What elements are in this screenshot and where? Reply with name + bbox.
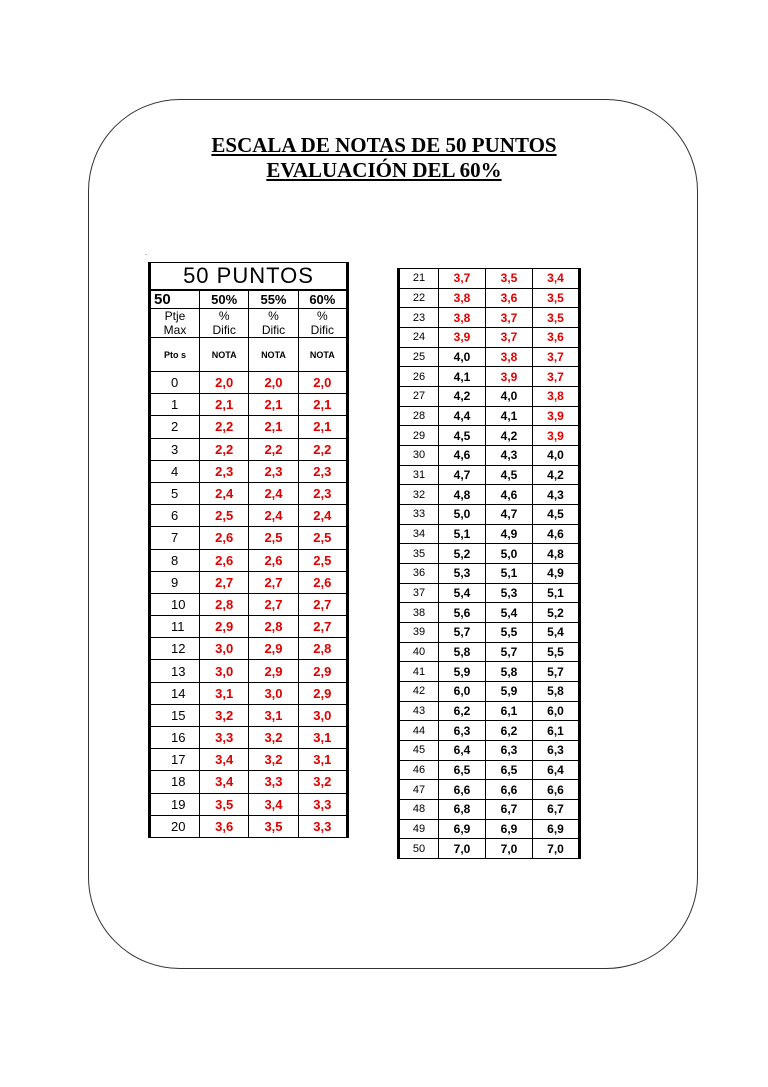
table-row (399, 328, 580, 348)
points-cell: 16 (150, 727, 200, 749)
grade-cell: 6,3 (533, 741, 580, 761)
grade-cell: 2,3 (298, 482, 347, 504)
table-row (399, 839, 580, 859)
table-row (399, 269, 580, 289)
grade-cell: 3,5 (486, 269, 533, 289)
grade-cell: 3,6 (200, 815, 249, 837)
points-cell: 33 (399, 505, 439, 525)
difficulty-60: 60% (298, 290, 347, 309)
table-row (399, 780, 580, 800)
grade-cell: 6,5 (439, 760, 486, 780)
grade-cell: 3,2 (298, 771, 347, 793)
table-row (150, 771, 348, 793)
table-row (150, 460, 348, 482)
grade-cell: 3,4 (200, 749, 249, 771)
grade-cell: 2,3 (249, 460, 298, 482)
grade-cell: 3,0 (200, 660, 249, 682)
table-row (150, 505, 348, 527)
grade-cell: 5,2 (439, 544, 486, 564)
grade-cell: 4,1 (486, 406, 533, 426)
points-cell: 44 (399, 721, 439, 741)
grade-cell: 5,7 (439, 623, 486, 643)
grade-cell: 4,9 (533, 564, 580, 584)
table-row (399, 308, 580, 328)
grade-cell: 4,4 (439, 406, 486, 426)
points-cell: 25 (399, 347, 439, 367)
grade-cell: 3,0 (200, 638, 249, 660)
grade-cell: 4,6 (486, 485, 533, 505)
grade-cell: 4,0 (439, 347, 486, 367)
points-cell: 26 (399, 367, 439, 387)
grade-cell: 6,2 (486, 721, 533, 741)
grade-cell: 4,2 (439, 387, 486, 407)
grade-cell: 3,5 (533, 308, 580, 328)
grade-cell: 2,5 (298, 549, 347, 571)
pct-label: % (200, 309, 249, 324)
table-row (399, 642, 580, 662)
grade-cell: 5,7 (533, 662, 580, 682)
points-cell: 14 (150, 682, 200, 704)
points-cell: 32 (399, 485, 439, 505)
points-cell: 50 (399, 839, 439, 859)
points-cell: 31 (399, 465, 439, 485)
table-row (150, 549, 348, 571)
points-cell: 11 (150, 616, 200, 638)
grade-cell: 2,7 (249, 593, 298, 615)
grade-cell: 2,3 (298, 460, 347, 482)
grade-cell: 5,1 (439, 524, 486, 544)
table-row (399, 603, 580, 623)
grade-cell: 5,2 (533, 603, 580, 623)
grade-cell: 2,6 (249, 549, 298, 571)
grade-cell: 4,5 (439, 426, 486, 446)
table-row (399, 524, 580, 544)
table-row (150, 727, 348, 749)
nota-column-header: NOTA (249, 338, 298, 372)
table-row (150, 416, 348, 438)
dific-label: Dific (298, 323, 347, 338)
points-cell: 34 (399, 524, 439, 544)
pct-label: % (249, 309, 298, 324)
table-row (150, 660, 348, 682)
table-row (399, 741, 580, 761)
grade-cell: 6,7 (533, 800, 580, 820)
grade-cell: 5,6 (439, 603, 486, 623)
points-cell: 13 (150, 660, 200, 682)
table-row (399, 564, 580, 584)
points-cell: 30 (399, 446, 439, 466)
difficulty-50: 50% (200, 290, 249, 309)
table-row (399, 465, 580, 485)
grade-table-left (148, 262, 349, 838)
points-cell: 21 (399, 269, 439, 289)
grade-cell: 2,8 (298, 638, 347, 660)
table-row (150, 793, 348, 815)
grade-cell: 2,1 (298, 416, 347, 438)
grade-cell: 2,7 (200, 571, 249, 593)
points-cell: 28 (399, 406, 439, 426)
grade-cell: 5,9 (439, 662, 486, 682)
grade-cell: 6,0 (533, 701, 580, 721)
table-row (150, 593, 348, 615)
points-cell: 27 (399, 387, 439, 407)
points-cell: 1 (150, 394, 200, 416)
grade-cell: 4,3 (486, 446, 533, 466)
grade-cell: 2,6 (298, 571, 347, 593)
grade-cell: 3,6 (533, 328, 580, 348)
grade-cell: 3,2 (249, 749, 298, 771)
grade-cell: 2,4 (249, 505, 298, 527)
points-column-header: Pto s (150, 338, 200, 372)
nota-column-header: NOTA (298, 338, 347, 372)
grade-cell: 6,5 (486, 760, 533, 780)
table-row (399, 485, 580, 505)
grade-cell: 4,6 (439, 446, 486, 466)
points-cell: 15 (150, 704, 200, 726)
table-row (399, 721, 580, 741)
points-cell: 23 (399, 308, 439, 328)
grade-cell: 2,9 (249, 638, 298, 660)
grade-cell: 3,1 (249, 704, 298, 726)
grade-cell: 5,0 (439, 505, 486, 525)
points-cell: 8 (150, 549, 200, 571)
points-cell: 12 (150, 638, 200, 660)
grade-cell: 3,2 (249, 727, 298, 749)
grade-cell: 3,8 (533, 387, 580, 407)
grade-cell: 6,1 (533, 721, 580, 741)
grade-cell: 6,7 (486, 800, 533, 820)
grade-cell: 5,7 (486, 642, 533, 662)
grade-cell: 3,7 (486, 308, 533, 328)
grade-cell: 3,3 (298, 793, 347, 815)
grade-cell: 2,9 (298, 682, 347, 704)
grade-cell: 5,8 (486, 662, 533, 682)
grade-cell: 3,9 (533, 406, 580, 426)
table-row (399, 623, 580, 643)
points-cell: 42 (399, 682, 439, 702)
table-row (150, 438, 348, 460)
grade-cell: 2,4 (200, 482, 249, 504)
grade-cell: 4,8 (439, 485, 486, 505)
title-line-1: ESCALA DE NOTAS DE 50 PUNTOS (211, 133, 557, 157)
grade-cell: 3,7 (439, 269, 486, 289)
grade-cell: 6,8 (439, 800, 486, 820)
grade-cell: 3,6 (486, 288, 533, 308)
grade-cell: 6,6 (439, 780, 486, 800)
grade-cell: 2,0 (249, 372, 298, 394)
points-cell: 35 (399, 544, 439, 564)
table-row (399, 800, 580, 820)
document-title (0, 133, 768, 183)
grade-cell: 4,3 (533, 485, 580, 505)
grade-cell: 3,8 (486, 347, 533, 367)
grade-cell: 2,6 (200, 527, 249, 549)
table-row (399, 760, 580, 780)
grade-cell: 2,2 (200, 416, 249, 438)
table-row (150, 394, 348, 416)
grade-cell: 6,3 (439, 721, 486, 741)
table-row (150, 638, 348, 660)
points-cell: 49 (399, 819, 439, 839)
grade-cell: 6,6 (533, 780, 580, 800)
table-row (399, 288, 580, 308)
points-cell: 45 (399, 741, 439, 761)
grade-cell: 2,2 (249, 438, 298, 460)
table-row (150, 616, 348, 638)
max-label: Max (150, 323, 200, 338)
max-points: 50 (150, 290, 200, 309)
grade-cell: 2,3 (200, 460, 249, 482)
points-cell: 17 (150, 749, 200, 771)
grade-cell: 4,0 (533, 446, 580, 466)
points-cell: 4 (150, 460, 200, 482)
table-row (150, 682, 348, 704)
table-row (150, 372, 348, 394)
grade-cell: 2,8 (249, 616, 298, 638)
grade-cell: 6,0 (439, 682, 486, 702)
points-cell: 7 (150, 527, 200, 549)
table-row (150, 704, 348, 726)
grade-cell: 2,4 (249, 482, 298, 504)
grade-cell: 7,0 (533, 839, 580, 859)
grade-cell: 7,0 (486, 839, 533, 859)
grade-cell: 6,1 (486, 701, 533, 721)
points-cell: 18 (150, 771, 200, 793)
points-cell: 36 (399, 564, 439, 584)
table-row (150, 749, 348, 771)
table-row (399, 426, 580, 446)
points-cell: 38 (399, 603, 439, 623)
grade-cell: 3,9 (533, 426, 580, 446)
grade-cell: 3,1 (200, 682, 249, 704)
points-cell: 37 (399, 583, 439, 603)
points-cell: 0 (150, 372, 200, 394)
grade-cell: 5,5 (486, 623, 533, 643)
grade-cell: 3,0 (249, 682, 298, 704)
grade-cell: 4,2 (486, 426, 533, 446)
grade-cell: 6,3 (486, 741, 533, 761)
table-row (399, 701, 580, 721)
grade-cell: 3,7 (533, 347, 580, 367)
table-row (150, 527, 348, 549)
grade-cell: 3,8 (439, 308, 486, 328)
title-line-2: EVALUACIÓN DEL 60% (266, 158, 502, 182)
grade-cell: 6,2 (439, 701, 486, 721)
grade-cell: 7,0 (439, 839, 486, 859)
grade-cell: 3,1 (298, 727, 347, 749)
grade-cell: 2,7 (298, 616, 347, 638)
grade-cell: 3,8 (439, 288, 486, 308)
table-title: 50 PUNTOS (150, 263, 348, 291)
table-row (399, 544, 580, 564)
points-cell: 10 (150, 593, 200, 615)
grade-table-right (397, 268, 581, 859)
dific-label: Dific (200, 323, 249, 338)
grade-cell: 2,5 (200, 505, 249, 527)
points-cell: 39 (399, 623, 439, 643)
grade-cell: 5,4 (533, 623, 580, 643)
grade-cell: 4,0 (486, 387, 533, 407)
tick-mark: . (145, 250, 147, 257)
grade-cell: 5,3 (486, 583, 533, 603)
grade-cell: 2,0 (200, 372, 249, 394)
grade-cell: 6,4 (439, 741, 486, 761)
table-row (399, 583, 580, 603)
grade-cell: 3,7 (533, 367, 580, 387)
points-cell: 40 (399, 642, 439, 662)
points-cell: 43 (399, 701, 439, 721)
grade-cell: 3,4 (533, 269, 580, 289)
grade-cell: 3,3 (249, 771, 298, 793)
grade-cell: 2,5 (298, 527, 347, 549)
grade-cell: 3,1 (298, 749, 347, 771)
points-cell: 20 (150, 815, 200, 837)
ptje-label: Ptje (150, 309, 200, 324)
grade-cell: 2,7 (249, 571, 298, 593)
grade-cell: 6,9 (486, 819, 533, 839)
points-cell: 9 (150, 571, 200, 593)
grade-cell: 3,9 (486, 367, 533, 387)
grade-cell: 5,3 (439, 564, 486, 584)
grade-cell: 5,4 (439, 583, 486, 603)
grade-cell: 5,9 (486, 682, 533, 702)
grade-cell: 3,9 (439, 328, 486, 348)
points-cell: 29 (399, 426, 439, 446)
points-cell: 24 (399, 328, 439, 348)
grade-cell: 5,8 (439, 642, 486, 662)
grade-cell: 5,1 (533, 583, 580, 603)
grade-cell: 2,2 (200, 438, 249, 460)
table-row (399, 662, 580, 682)
grade-cell: 2,2 (298, 438, 347, 460)
table-row (150, 482, 348, 504)
grade-cell: 2,7 (298, 593, 347, 615)
grade-cell: 3,4 (200, 771, 249, 793)
grade-cell: 3,5 (249, 815, 298, 837)
points-cell: 5 (150, 482, 200, 504)
table-row (399, 406, 580, 426)
grade-cell: 2,9 (249, 660, 298, 682)
grade-cell: 2,9 (200, 616, 249, 638)
grade-cell: 4,7 (486, 505, 533, 525)
difficulty-55: 55% (249, 290, 298, 309)
grade-cell: 4,9 (486, 524, 533, 544)
dific-label: Dific (249, 323, 298, 338)
grade-cell: 4,1 (439, 367, 486, 387)
grade-cell: 2,0 (298, 372, 347, 394)
grade-cell: 3,5 (533, 288, 580, 308)
grade-cell: 2,5 (249, 527, 298, 549)
table-row (399, 505, 580, 525)
grade-cell: 2,1 (249, 394, 298, 416)
grade-cell: 6,9 (533, 819, 580, 839)
points-cell: 19 (150, 793, 200, 815)
points-cell: 41 (399, 662, 439, 682)
grade-cell: 6,9 (439, 819, 486, 839)
grade-cell: 5,5 (533, 642, 580, 662)
points-cell: 46 (399, 760, 439, 780)
grade-cell: 2,8 (200, 593, 249, 615)
grade-cell: 2,1 (298, 394, 347, 416)
grade-cell: 3,5 (200, 793, 249, 815)
table-row (399, 819, 580, 839)
grade-cell: 3,0 (298, 704, 347, 726)
points-cell: 2 (150, 416, 200, 438)
grade-cell: 4,6 (533, 524, 580, 544)
table-row (150, 571, 348, 593)
table-row (399, 446, 580, 466)
grade-cell: 2,9 (298, 660, 347, 682)
points-cell: 47 (399, 780, 439, 800)
grade-cell: 4,2 (533, 465, 580, 485)
table-row (399, 347, 580, 367)
grade-cell: 6,6 (486, 780, 533, 800)
grade-cell: 3,4 (249, 793, 298, 815)
points-cell: 48 (399, 800, 439, 820)
table-row (399, 387, 580, 407)
points-cell: 3 (150, 438, 200, 460)
grade-cell: 5,1 (486, 564, 533, 584)
grade-cell: 3,2 (200, 704, 249, 726)
grade-cell: 3,3 (200, 727, 249, 749)
points-cell: 6 (150, 505, 200, 527)
grade-cell: 3,7 (486, 328, 533, 348)
points-cell: 22 (399, 288, 439, 308)
grade-cell: 2,1 (249, 416, 298, 438)
grade-cell: 3,3 (298, 815, 347, 837)
table-row (399, 682, 580, 702)
grade-cell: 2,4 (298, 505, 347, 527)
grade-cell: 4,7 (439, 465, 486, 485)
pct-label: % (298, 309, 347, 324)
grade-cell: 5,8 (533, 682, 580, 702)
grade-cell: 4,5 (486, 465, 533, 485)
grade-cell: 2,1 (200, 394, 249, 416)
grade-cell: 4,8 (533, 544, 580, 564)
grade-cell: 5,4 (486, 603, 533, 623)
grade-cell: 2,6 (200, 549, 249, 571)
grade-cell: 6,4 (533, 760, 580, 780)
table-row (150, 815, 348, 837)
grade-cell: 5,0 (486, 544, 533, 564)
grade-cell: 4,5 (533, 505, 580, 525)
nota-column-header: NOTA (200, 338, 249, 372)
table-row (399, 367, 580, 387)
